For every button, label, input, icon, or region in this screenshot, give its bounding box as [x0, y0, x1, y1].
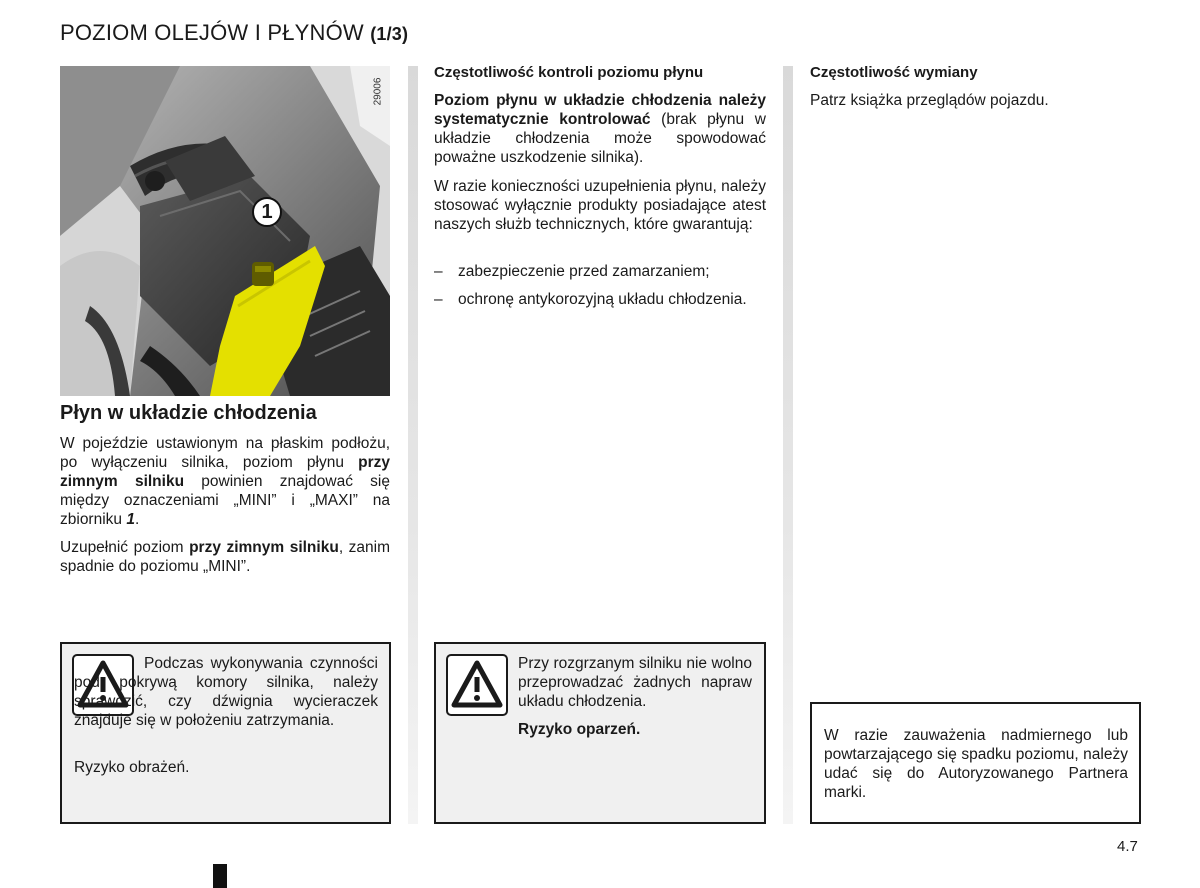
text-run-bold: przy zimnym silniku: [189, 539, 339, 556]
check-paragraph-2: W razie konieczności uzupełnienia płynu, należy stosować wyłącznie produkty posiadające atest naszych służb technicznych, które gwarantują:: [434, 178, 766, 233]
section-heading-coolant: Płyn w układzie chłodzenia: [60, 402, 317, 424]
list-item-text: ochronę antykorozyjną układu chłodzenia.: [458, 291, 747, 308]
text-run-bold: przy zimnym silniku: [60, 454, 390, 490]
bottom-edge-marker: [213, 864, 227, 888]
list-item: [434, 262, 766, 281]
col3-heading-replacement: Częstotliwość wymiany: [810, 64, 978, 81]
check-paragraph-1: [434, 91, 766, 167]
text-run: W pojeździe ustawionym na płaskim podłożu, po wyłączeniu silnika, poziom płynu: [60, 435, 390, 471]
note-box-level-drop: [810, 702, 1141, 824]
replacement-paragraph: Patrz książka przeglądów pojazdu.: [810, 92, 1049, 109]
callout-marker-1: 1: [252, 197, 282, 227]
reservoir-ref: 1: [126, 511, 135, 528]
coolant-paragraph-2: [60, 538, 390, 576]
page-number: 4.7: [1117, 838, 1138, 855]
list-dash: –: [434, 291, 443, 308]
page-title-suffix: (1/3): [370, 24, 409, 44]
list-dash: –: [434, 263, 443, 280]
warning-box-wipers: [60, 642, 391, 824]
warning-triangle-icon: [446, 654, 508, 716]
note-level-drop-text: W razie zauważenia nadmiernego lub powtarzającego się spadku poziomu, należy udać się do Autoryzowanego Partnera marki.: [824, 727, 1128, 801]
text-run: powinien znajdować się między oznaczeniami „MINI” i „MAXI” na zbiorniku: [60, 473, 390, 528]
list-item-text: zabezpieczenie przed zamarzaniem;: [458, 263, 710, 280]
warning-wipers-risk: Ryzyko obrażeń.: [74, 759, 190, 776]
col2-heading-check-frequency: Częstotliwość kontroli poziomu płynu: [434, 64, 704, 81]
text-run: , zanim spadnie do poziomu „MINI”.: [60, 539, 390, 575]
text-run: (brak płynu w układzie chłodzenia może spowodować poważne uszkodzenie silnika).: [434, 111, 766, 166]
text-run: Uzupełnić poziom: [60, 539, 190, 556]
coolant-paragraph-1: [60, 434, 390, 529]
page-title: [60, 20, 408, 46]
warning-hot-engine-risk: Ryzyko oparzeń.: [518, 721, 641, 738]
text-run-bold: Poziom płynu w układzie chłodzenia należy systematycznie kontrolować: [434, 92, 766, 128]
column-separator-2: [783, 66, 793, 824]
warning-hot-engine-text: Przy rozgrzanym silniku nie wolno przeprowadzać żadnych napraw układu chłodzenia.: [518, 655, 752, 710]
photo-code-text: 29006: [372, 77, 384, 106]
page-title-text: POZIOM OLEJÓW I PŁYNÓW: [60, 20, 364, 45]
column-separator-1: [408, 66, 418, 824]
engine-bay-photo: [60, 66, 390, 396]
warning-wipers-text: Podczas wykonywania czynności pod pokrywą komory silnika, należy sprawdzić, czy dźwignia wycieraczek znajduje się w położeniu zatrzymania.: [74, 655, 378, 729]
text-run: .: [134, 511, 140, 528]
warning-box-hot-engine: [434, 642, 766, 824]
list-item: [434, 290, 766, 309]
photo-code-label: [368, 74, 388, 118]
